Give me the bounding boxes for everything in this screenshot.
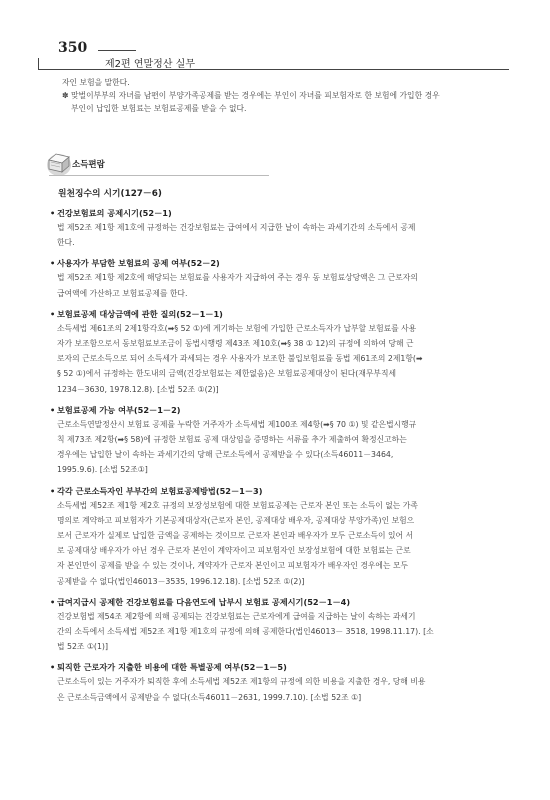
bullet-icon: • <box>50 485 56 496</box>
item-body <box>50 674 514 704</box>
body-line: 근로소득연말정산시 보험료 공제를 누락한 거주자가 소득세법 제100조 제4항(➡§ 70 ①) 및 같은법시행규 <box>57 419 417 429</box>
body-line: 로서 근로자가 실제로 납입한 금액을 공제하는 것이므로 근로자 본인과 배우자가 모두 근로소득이 있어 서 <box>57 531 414 541</box>
item-list <box>50 207 514 705</box>
body-line: 법 52조 ①(1)] <box>57 642 109 652</box>
body-line: 은 근로소득금액에서 공제받을 수 없다(소득46011－2631, 1999.7.10). [소법 52조 ①] <box>57 692 362 702</box>
body-line: 칙 제73조 제2항(➡§ 58)에 규정한 보험료 공제 대상임을 증명하는 서류를 추가 제출하여 확정신고하는 <box>57 435 407 445</box>
list-item <box>50 257 514 300</box>
bullet-icon: • <box>50 208 56 218</box>
note-line: 맞벌이부부의 자녀를 남편이 부양가족공제를 받는 경우에는 부인이 자녀를 피보험자로 한 보험에 가입한 경우 <box>71 91 440 100</box>
item-title <box>50 257 514 270</box>
body-line: 공제받을 수 없다(법인46013－3535, 1996.12.18). [소법 52조 ①(2)] <box>57 576 305 586</box>
item-body <box>50 321 514 397</box>
list-item <box>50 485 514 589</box>
item-title <box>50 207 514 220</box>
body-line: § 52 ①)에서 규정하는 한도내의 금액(건강보험료는 제한없음)은 보험료공제대상이 된다(재무부직세 <box>57 369 397 379</box>
book-icon <box>45 150 75 178</box>
item-title-text: 보험료공제 대상금액에 관한 질의(52－1－1) <box>57 308 223 319</box>
body-line: 법 제52조 제1항 제2호에 해당되는 보험료를 사용자가 지급하여 주는 경우 동 보험료상당액은 그 근로자의 <box>57 273 418 283</box>
list-item <box>50 207 514 250</box>
body-line: 1995.9.6). [소법 52조①] <box>57 465 148 475</box>
note <box>62 89 514 102</box>
intro-line: 자인 보험을 말한다. <box>62 78 130 87</box>
bullet-icon: • <box>50 662 56 673</box>
item-title <box>50 596 514 609</box>
header-rule <box>49 69 509 70</box>
header-rule-short <box>98 50 136 51</box>
body-line: 경우에는 납입한 날이 속하는 과세기간의 당해 근로소득에서 공제받을 수 있다(소득46011－3464, <box>57 450 394 460</box>
body-line: 건강보험법 제54조 제2항에 의해 공제되는 건강보험료는 근로자에게 급여를 지급하는 날이 속하는 과세기 <box>57 611 416 621</box>
item-title <box>50 661 514 674</box>
bullet-icon: • <box>50 596 56 607</box>
body-line: 간의 소득에서 소득세법 제52조 제1항 제1호의 규정에 의해 공제한다(법인46013－ 3518, 1998.11.17). [소 <box>57 627 434 637</box>
body-line: 법 제52조 제1항 제1호에 규정하는 건강보험료는 급여에서 지급한 날이 속하는 과세기간의 소득에서 공제 <box>57 223 416 232</box>
body-line: 명의로 계약하고 피보험자가 기본공제대상자(근로자 본인, 공제대상 배우자, 공제대상 부양가족)인 보험으 <box>57 515 415 525</box>
section-content <box>50 186 514 712</box>
item-title <box>50 404 514 417</box>
item-title-text: 퇴직한 근로자가 지출한 비용에 대한 특별공제 여부(52－1－5) <box>57 662 287 673</box>
body-line: 근로소득이 있는 거주자가 퇴직한 후에 소득세법 제52조 제1항의 규정에 의한 비용을 지출한 경우, 당해 비용 <box>57 677 426 687</box>
item-title <box>50 485 514 498</box>
item-body <box>50 417 514 478</box>
intro-text <box>62 76 514 115</box>
body-line: 급여액에 가산하고 보험료공제를 한다. <box>57 288 188 298</box>
item-title-text: 급여지급시 공제한 건강보험료를 다음연도에 납부시 보험료 공제시기(52－1－4) <box>57 596 351 607</box>
item-title-text: 보험료공제 가능 여부(52－1－2) <box>57 404 181 415</box>
page-header <box>38 36 518 68</box>
section-badge <box>45 150 195 180</box>
body-line: 1234－3630, 1978.12.8). [소법 52조 ①(2)] <box>57 384 219 394</box>
body-line: 소득세법 제61조의 2제1항각호(➡§ 52 ①)에 게기하는 보험에 가입한 근로소득자가 납부할 보험료를 사용 <box>57 323 417 333</box>
list-item <box>50 308 514 397</box>
item-title <box>50 308 514 321</box>
body-line: 로자의 근로소득으로 되어 소득세가 과세되는 경우 사용자가 보조한 불입보험료를 동법 제61조의 2제1항(➡ <box>57 354 423 364</box>
bullet-icon: • <box>50 308 56 319</box>
item-body <box>50 498 514 589</box>
note-line: 부인이 납입한 보험료는 보험료공제를 받을 수 없다. <box>71 104 247 113</box>
body-line: 한다. <box>57 238 75 248</box>
note-mark-icon: ✽ <box>62 91 69 100</box>
badge-underline <box>49 175 269 176</box>
body-line: 로 공제대상 배우자가 아닌 경우 근로자 본인이 계약자이고 피보험자인 보장성보험에 대한 보험료는 근로 <box>57 546 411 556</box>
section-badge-label: 소득편람 <box>72 160 105 170</box>
item-title-text: 각각 근로소득자인 부부간의 보험료공제방법(52－1－3) <box>57 485 263 496</box>
body-line: 자가 보조함으로서 동보험료보조금이 동법시행령 제43조 제10호(➡§ 38 ① 12)의 규정에 의하여 당해 근 <box>57 339 414 349</box>
bullet-icon: • <box>50 258 56 269</box>
page-number: 350 <box>58 40 88 56</box>
body-line: 소득세법 제52조 제1항 제2호 규정의 보장성보험에 대한 보험료공제는 근로자 본인 또는 소득이 없는 가족 <box>57 500 418 510</box>
body-line: 자 본인만이 공제를 받을 수 있는 것이나, 계약자가 근로자 본인이고 피보험자가 배우자인 경우에는 모두 <box>57 561 409 571</box>
item-body <box>50 609 514 655</box>
chapter-title: 제2편 연말정산 실무 <box>105 59 195 70</box>
section-heading: 원천징수의 시기(127－6) <box>58 189 162 199</box>
list-item <box>50 596 514 655</box>
item-title-text: 사용자가 부담한 보험료의 공제 여부(52－2) <box>57 258 220 269</box>
list-item <box>50 661 514 704</box>
list-item <box>50 404 514 478</box>
item-title-text: 건강보험료의 공제시기(52－1) <box>57 208 172 218</box>
item-body <box>50 270 514 300</box>
bullet-icon: • <box>50 404 56 415</box>
item-body <box>50 220 514 250</box>
